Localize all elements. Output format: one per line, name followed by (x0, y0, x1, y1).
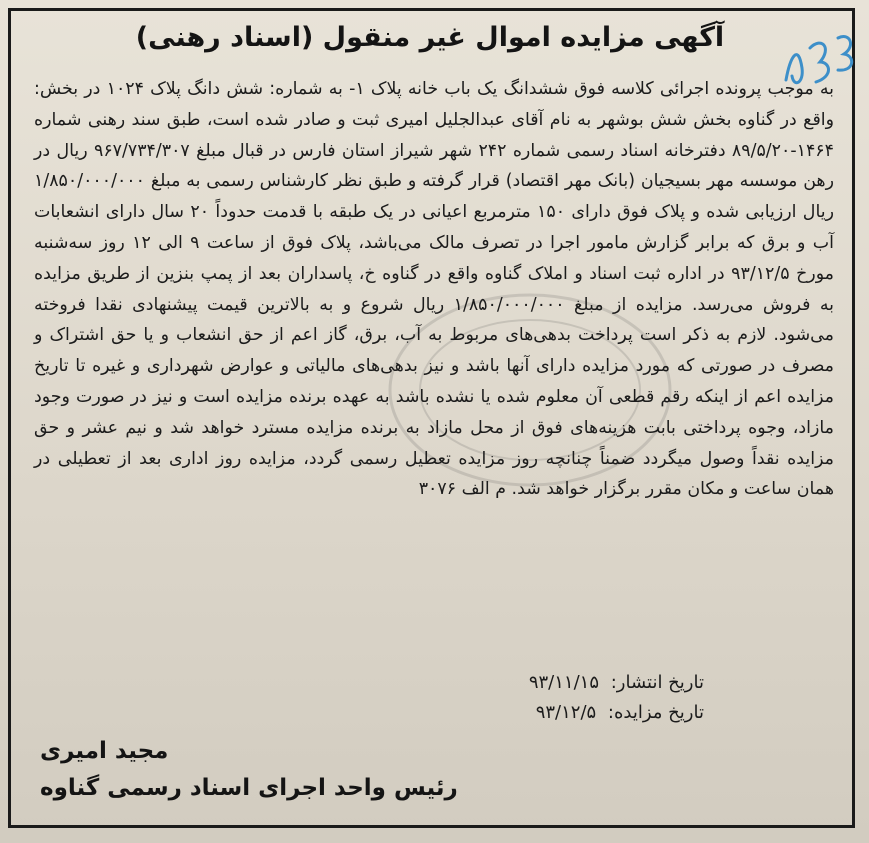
publish-date-value: ۹۳/۱۱/۱۵ (528, 672, 599, 693)
auction-date-value: ۹۳/۱۲/۵ (535, 702, 597, 723)
publish-date-label: تاریخ انتشار: (610, 672, 704, 693)
notice-title: آگهی مزایده اموال غیر منقول (اسناد رهنی) (135, 22, 725, 53)
signer-title: رئیس واحد اجرای اسناد رسمی گناوه (40, 775, 458, 801)
publish-date-row (529, 672, 704, 693)
auction-date-label: تاریخ مزایده: (607, 702, 704, 723)
auction-date-row (536, 702, 704, 723)
signer-name: مجید امیری (40, 738, 169, 764)
notice-body: به موجب پرونده اجرائی کلاسه فوق ششدانگ یک باب خانه پلاک ۱- به شماره: شش دانگ پلاک ۱۰۲۴ در بخش: واقع در گناوه بخش شش بوشهر به نام آقای عبدالجلیل امیری ثبت و صادر شده است، طبق سند رهنی شماره ۱۴۶۴-۸۹/۵/۲۰ دفترخانه اسناد رسمی شماره ۲۴۲ شهر شیراز استان فارس در قبال مبلغ ۹۶۷/۷۳۴/۳۰۷ ریال در رهن موسسه مهر بسیجیان (بانک مهر اقتصاد) قرار گرفته و طبق نظر کارشناس رسمی به مبلغ ۱/۸۵۰/۰۰۰/۰۰۰ ریال ارزیابی شده و پلاک فوق دارای ۱۵۰ مترمربع اعیانی در یک طبقه با قدمت حدوداً ۲۰ سال دارای انشعابات آب و برق که برابر گزارش مامور اجرا در تصرف مالک می‌باشد، پلاک فوق از ساعت ۹ الی ۱۲ روز سه‌شنبه مورخ ۹۳/۱۲/۵ در اداره ثبت اسناد و املاک گناوه واقع در گناوه خ، پاسداران بعد از پمپ بنزین از طریق مزایده به فروش می‌رسد. مزایده از مبلغ ۱/۸۵۰/۰۰۰/۰۰۰ ریال شروع و به بالاترین قیمت پیشنهادی نقدا فروخته می‌شود. لازم به ذکر است پرداخت بدهی‌های مربوط به آب، برق، گاز اعم از حق انشعاب و یا حق اشتراک و مصرف در صورتی که مورد مزایده دارای آنها باشد و نیز بدهی‌های مالیاتی و عوارض شهرداری و غیره تا تاریخ مزایده اعم از اینکه رقم قطعی آن معلوم شده یا نشده باشد به عهده برنده مزایده است و نیز در صورت وجود مازاد، وجوه پرداختی بابت هزینه‌های فوق از محل مازاد به برنده مزایده مسترد خواهد شد و نیم عشر و حق مزایده نقداً وصول میگردد ضمناً چنانچه روز مزایده تعطیل رسمی گردد، مزایده روز اداری بعد از تعطیلی در همان ساعت و مکان مقرر برگزار خواهد شد. م الف ۳۰۷۶ (34, 79, 835, 500)
